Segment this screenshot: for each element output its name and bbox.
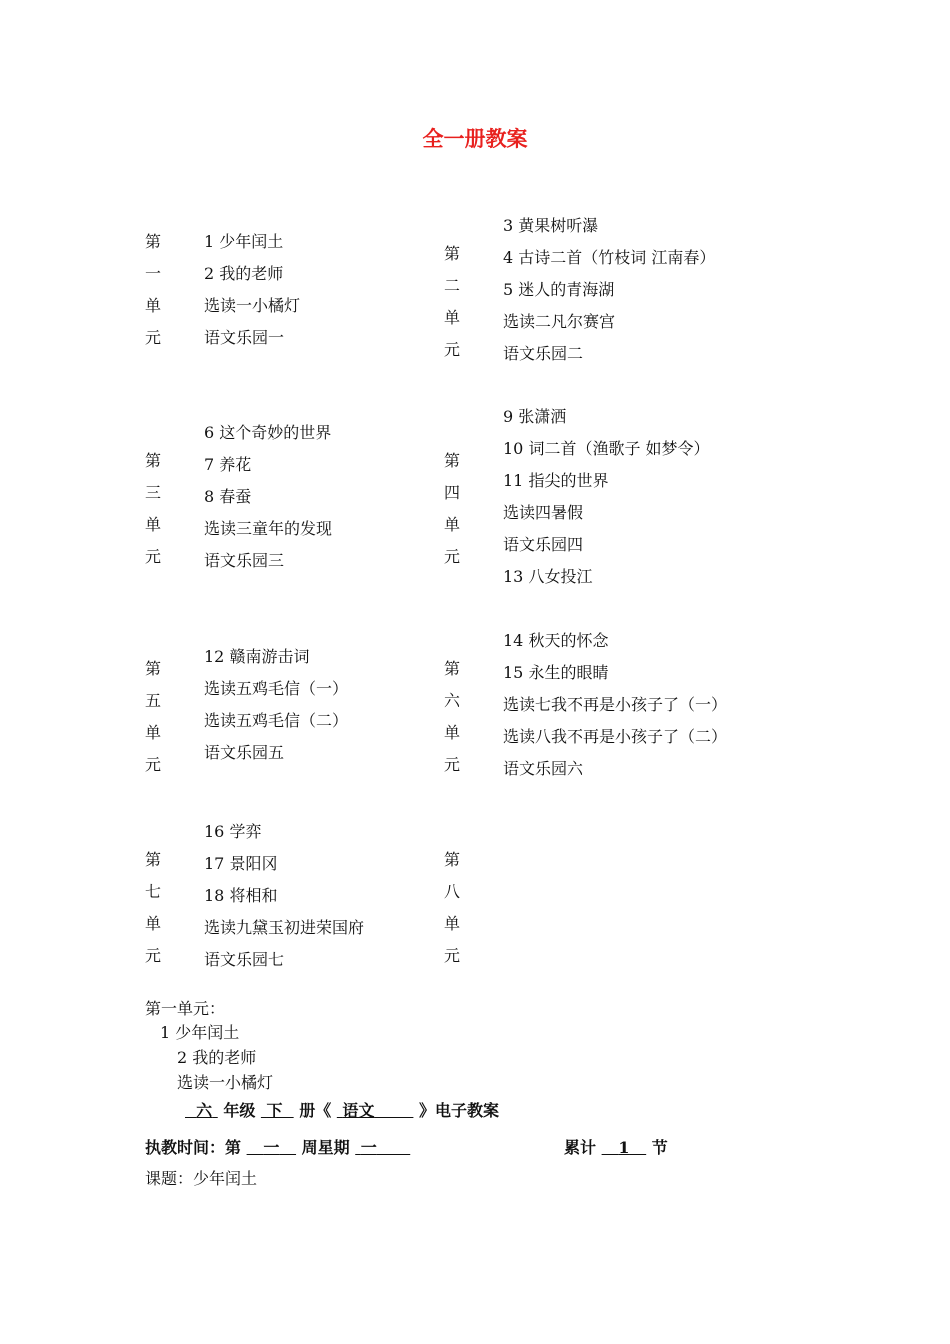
list-item: 语文乐园六 — [503, 759, 584, 778]
list-item: 语文乐园一 — [204, 328, 285, 347]
list-item: 13 八女投江 — [503, 567, 593, 586]
list-item: 语文乐园三 — [204, 551, 285, 570]
list-item: 选读三童年的发现 — [204, 519, 333, 538]
list-item: 选读五鸡毛信（一） — [204, 679, 349, 698]
list-item: 选读八我不再是小孩子了（二） — [503, 727, 728, 746]
list-item: 选读四暑假 — [503, 503, 584, 522]
unit-3-items — [204, 417, 332, 577]
list-item: 3 黄果树听瀑 — [503, 216, 599, 235]
list-item: 语文乐园七 — [204, 950, 285, 969]
unit-7-items — [204, 816, 364, 976]
list-item: 12 赣南游击词 — [204, 647, 310, 666]
page-title: 全一册教案 — [422, 126, 528, 151]
list-item: 15 永生的眼睛 — [503, 663, 609, 682]
grade-suffix: 年级 — [223, 1101, 256, 1120]
list-item: 11 指尖的世界 — [503, 471, 609, 490]
list-item: 语文乐园五 — [204, 743, 285, 762]
subject-value: 语文 — [342, 1101, 375, 1120]
unit-5-label: 第 五 单 元 — [145, 659, 162, 774]
list-item: 17 景阳冈 — [204, 854, 278, 873]
list-item: 选读七我不再是小孩子了（一） — [503, 695, 728, 714]
unit-3-label: 第 三 单 元 — [145, 451, 162, 566]
list-item: 18 将相和 — [204, 886, 278, 905]
section-heading: 第一单元： — [145, 999, 226, 1018]
section-line-2: 2 我的老师 — [177, 1048, 257, 1067]
total-value: 1 — [618, 1138, 630, 1157]
unit-6-label: 第 六 单 元 — [444, 659, 461, 774]
term-value: 下 — [266, 1101, 283, 1120]
unit-1-label: 第 一 单 元 — [145, 232, 162, 347]
schedule-label: 执教时间：第 — [145, 1138, 242, 1157]
section-line-1: 1 少年闰土 — [160, 1023, 240, 1042]
unit-1-items — [204, 226, 300, 354]
unit-7-label: 第 七 单 元 — [145, 850, 162, 965]
unit-2-items — [503, 210, 715, 370]
list-item: 8 春蚕 — [204, 487, 252, 506]
list-item: 10 词二首（渔歌子 如梦令） — [503, 439, 710, 458]
section-line-3: 选读一小橘灯 — [177, 1073, 274, 1092]
plan-header — [185, 1098, 499, 1121]
grade-value: 六 — [196, 1101, 213, 1120]
unit-8-label: 第 八 单 元 — [444, 850, 461, 965]
list-item: 选读一小橘灯 — [204, 296, 301, 315]
list-item: 选读二凡尔赛宫 — [503, 312, 616, 331]
list-item: 2 我的老师 — [204, 264, 284, 283]
total-label: 累计 — [564, 1138, 597, 1157]
list-item: 5 迷人的青海湖 — [503, 280, 615, 299]
total-unit: 节 — [651, 1138, 668, 1157]
unit-5-items — [204, 641, 348, 769]
unit-4-items — [503, 401, 710, 593]
plan-suffix: 》电子教案 — [418, 1101, 499, 1120]
week-value: 一 — [263, 1138, 280, 1157]
day-value: 一 — [360, 1138, 377, 1157]
list-item: 4 古诗二首（竹枝词 江南春） — [503, 248, 716, 267]
list-item: 语文乐园四 — [503, 535, 584, 554]
list-item: 6 这个奇妙的世界 — [204, 423, 332, 442]
list-item: 选读五鸡毛信（二） — [204, 711, 349, 730]
list-item: 选读九黛玉初进荣国府 — [204, 918, 365, 937]
list-item: 1 少年闰土 — [204, 232, 284, 251]
list-item: 9 张潇洒 — [503, 407, 567, 426]
unit-2-label: 第 二 单 元 — [444, 244, 461, 359]
total-line — [564, 1135, 668, 1158]
list-item: 7 养花 — [204, 455, 252, 474]
list-item: 14 秋天的怀念 — [503, 631, 609, 650]
topic-value: 少年闰土 — [193, 1169, 258, 1188]
schedule-line — [145, 1135, 410, 1158]
topic-label: 课题： — [145, 1169, 194, 1188]
week-suffix: 周星期 — [301, 1138, 350, 1157]
list-item: 16 学弈 — [204, 822, 262, 841]
topic-line — [145, 1166, 257, 1191]
list-item: 语文乐园二 — [503, 344, 584, 363]
unit-4-label: 第 四 单 元 — [444, 451, 461, 566]
unit-6-items — [503, 625, 727, 785]
book-prefix: 册《 — [299, 1101, 332, 1120]
